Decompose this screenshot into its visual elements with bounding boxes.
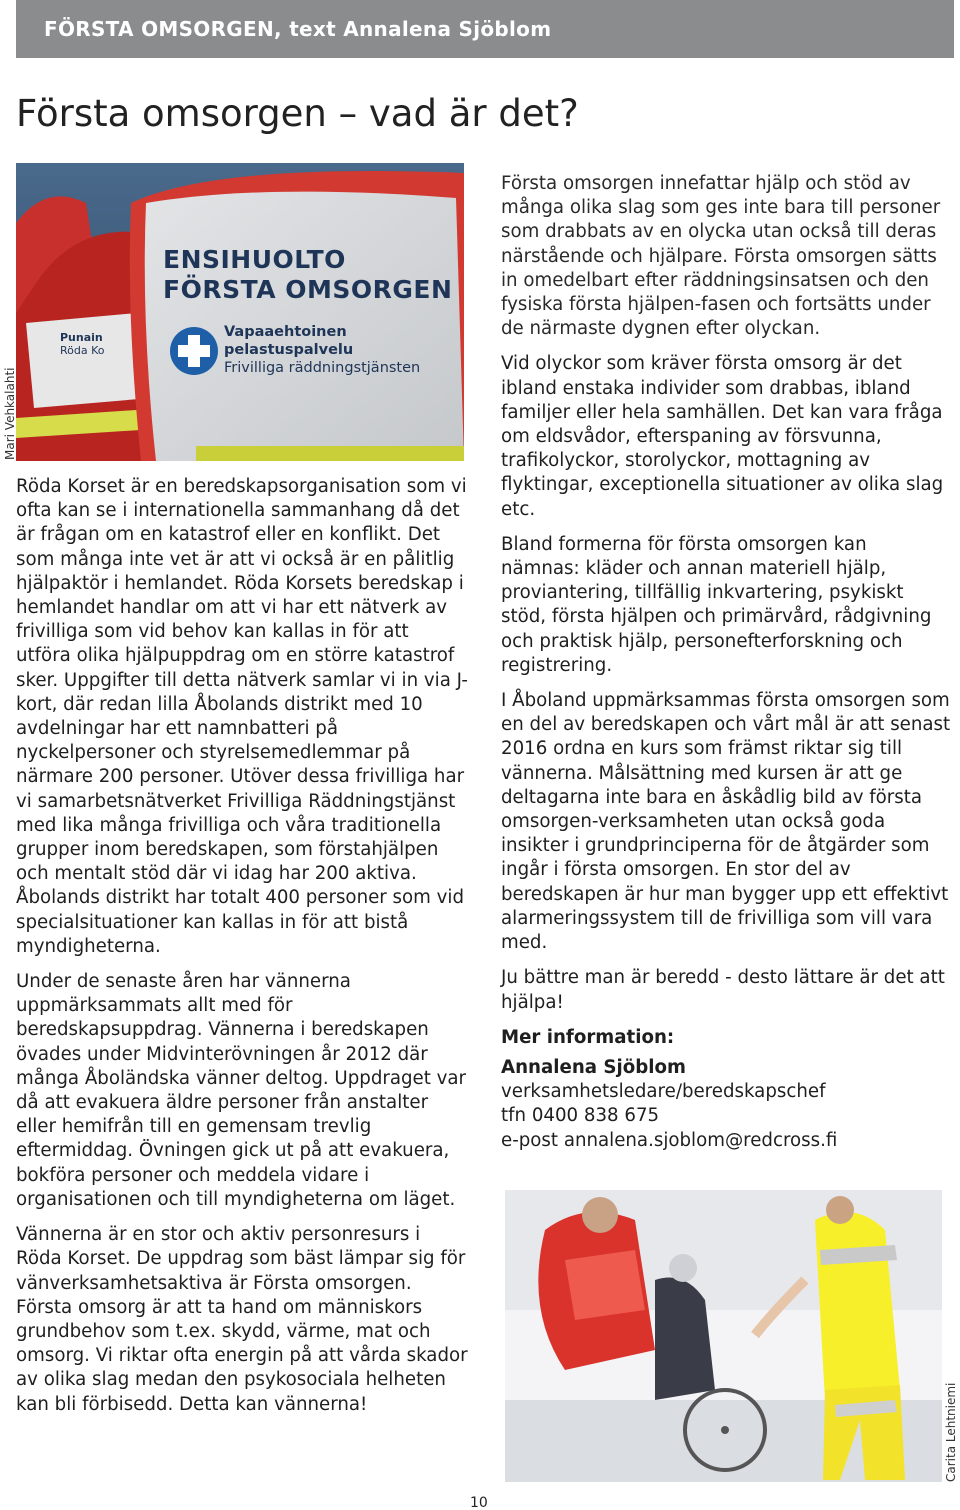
left-column xyxy=(16,475,468,1428)
section-header-label: FÖRSTA OMSORGEN, text Annalena Sjöblom xyxy=(44,17,552,41)
photo-bottom-illustration xyxy=(505,1190,942,1482)
photo-top-vests xyxy=(16,163,464,461)
page-number: 10 xyxy=(470,1495,488,1510)
vest-text-line-2: FÖRSTA OMSORGEN xyxy=(163,275,453,304)
contact-role: verksamhetsledare/beredskapschef xyxy=(501,1081,826,1103)
photo-top-illustration xyxy=(16,163,464,461)
left-vest-text-line-2: Röda Ko xyxy=(60,344,105,357)
contact-name: Annalena Sjöblom xyxy=(501,1056,686,1078)
contact-block xyxy=(501,1026,951,1153)
page-title: Första omsorgen – vad är det? xyxy=(16,92,579,135)
right-paragraph-1: Första omsorgen innefattar hjälp och stöd av många olika slag som ges inte bara till personer som drabbats av en olycka utan också till deras närstående och hjälpare. Första omsorgen sätts in omedelbart efter räddningsinsatsen och den fysiska första hjälpen-fasen och fortsätts under de närmaste dygnen efter olyckan. xyxy=(501,173,941,340)
photo-bottom-evacuation xyxy=(505,1190,942,1482)
photo-credit-bottom: Carita Lehtniemi xyxy=(944,1382,958,1482)
badge-text-line-1: Vapaaehtoinen xyxy=(224,324,347,340)
left-paragraph-2: Under de senaste åren har vännerna uppmärksammats allt med för beredskapsuppdrag. Vännerna i beredskapen övades under Midvinterövningen år 2012 där många Åboländska vänner deltog. Uppdraget var då att evakuera äldre personer från anstalter eller hemifrån till en gemensam trevlig eftermiddag. Övningen gick ut på att evakuera, bokföra personer och meddela vidare i organisationen och till myndigheterna om läget. xyxy=(16,971,467,1210)
photo-credit-top: Mari Vehkalahti xyxy=(3,367,17,460)
badge-text-line-3: Frivilliga räddningstjänsten xyxy=(224,360,421,376)
right-paragraph-3: Bland formerna för första omsorgen kan nämnas: kläder och annan materiell hjälp, proviantering, tillfällig inkvartering, psykiskt stöd, första hjälpen och primärvård, rådgivning och praktisk hjälp, personefterforskning och registrering. xyxy=(501,533,932,676)
right-paragraph-4: I Åboland uppmärksammas första omsorgen som en del av beredskapen och vårt mål är att senast 2016 ordna en kurs som främst riktar sig till vännerna. Målsättning med kursen är att ge deltagarna inte bara en åskådlig bild av första omsorgen-verksamheten utan också goda insikter i grundprinciperna för de åtgärder som ingår i första omsorgen. En stor del av beredskapen är hur man bygger upp ett effektivt alarmeringssystem till de frivilliga som vill vara med. xyxy=(501,690,951,954)
vest-text-line-1: ENSIHUOLTO xyxy=(163,245,346,274)
contact-phone: tfn 0400 838 675 xyxy=(501,1105,660,1127)
left-vest-text-line-1: Punain xyxy=(60,331,103,344)
left-paragraph-1: Röda Korset är en beredskapsorganisation som vi ofta kan se i internationella sammanhang då det är frågan om en katastrof eller en konflikt. Det som många inte vet är att vi också är en pålitlig hjälpaktör i hemlandet. Röda Korsets beredskap i hemlandet handlar om att vi har ett nätverk av frivilliga som vid behov kan kallas in för att utföra olika hjälpuppdrag om en större katastrof sker. Uppgifter till detta nätverk samlar vi in via J-kort, där redan lilla Åbolands distrikt med 10 avdelningar har ett namnbatteri på nyckelpersoner och styrelsemedlemmar på närmare 200 personer. Utöver dessa frivilliga har vi samarbetsnätverket Frivilliga Räddningstjänst med lika många frivilliga och våra traditionella grupper inom beredskapen, som förstahjälpen och mentalt stöd där vi idag har 200 aktiva. Åbolands distrikt har totalt 400 personer som vid specialsituationer kan kallas in för att bistå myndigheterna. xyxy=(16,476,468,957)
right-column xyxy=(501,172,951,1153)
left-paragraph-3: Vännerna är en stor och aktiv personresurs i Röda Korset. De uppdrag som bäst lämpar sig för vänverksamhetsaktiva är Första omsorgen. Första omsorg är att ta hand om människors grundbehov som t.ex. skydd, värme, mat och omsorg. Vi riktar ofta energin på att vårda skador av olika slag medan den psykosociala helheten kan bli förbisedd. Detta kan vännerna! xyxy=(16,1224,468,1415)
right-paragraph-5: Ju bättre man är beredd - desto lättare är det att hjälpa! xyxy=(501,967,945,1013)
contact-heading: Mer information: xyxy=(501,1026,675,1048)
contact-email[interactable]: e-post annalena.sjoblom@redcross.fi xyxy=(501,1129,838,1151)
section-header-bar xyxy=(16,0,954,58)
badge-text-line-2: pelastuspalvelu xyxy=(224,342,354,358)
right-paragraph-2: Vid olyckor som kräver första omsorg är det ibland enstaka individer som drabbas, ibland familjer eller hela samhällen. Det kan vara fråga om eldsvådor, efterspaning av försvunna, trafikolyckor, storolyckor, mottagning av flyktingar, exceptionella situationer av olika slag etc. xyxy=(501,353,944,520)
